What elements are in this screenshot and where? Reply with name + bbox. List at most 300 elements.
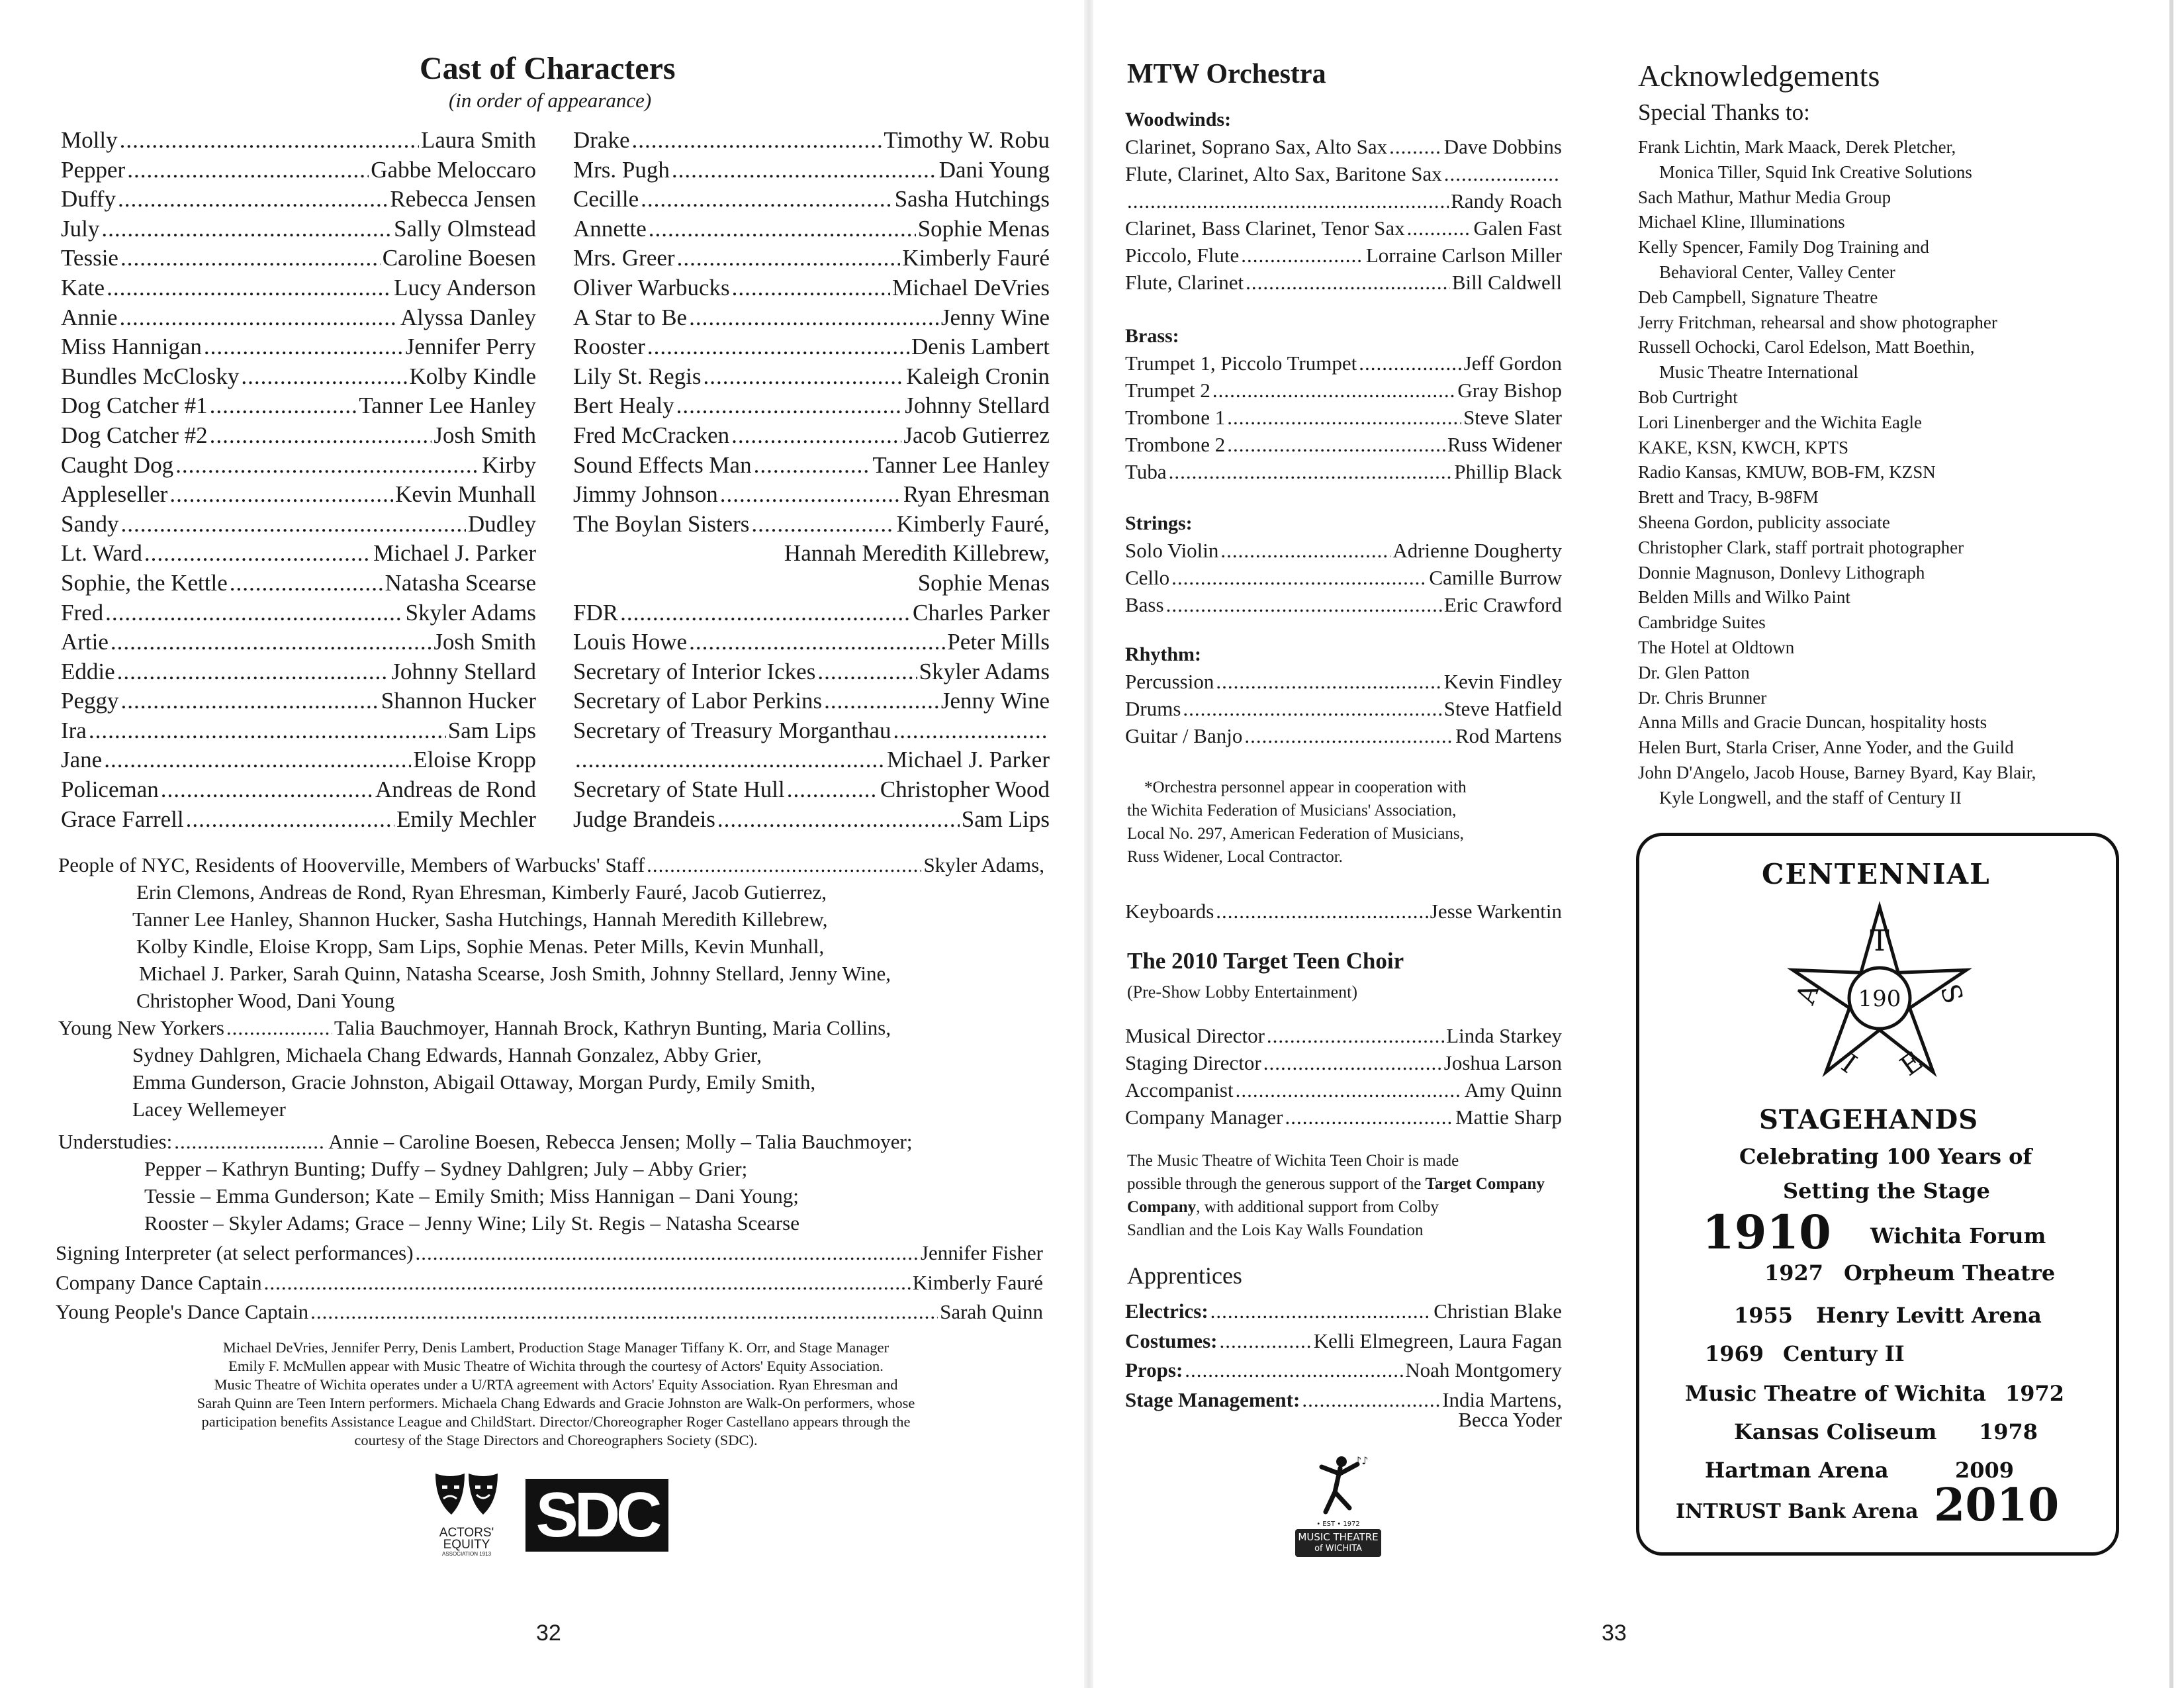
ensemble-row [58, 851, 1044, 878]
performer-name: Christopher Wood [880, 776, 1050, 803]
credit-row [61, 745, 536, 775]
role-name: Grace Farrell [61, 806, 184, 832]
role-name: Eddie [61, 658, 115, 684]
performer-name: Skyler Adams [405, 599, 536, 626]
performer-name: Adrienne Dougherty [1392, 539, 1562, 562]
note-line: Sarah Quinn are Teen Intern performers. Michaela Chang Edwards and Gracie Johnston are Walk-On performers, whose [197, 1395, 915, 1411]
credit-row [1125, 1049, 1562, 1076]
credit-row [61, 156, 536, 185]
role-name: A Star to Be [573, 304, 688, 330]
ack-line: Cambridge Suites [1638, 612, 1766, 633]
credit-row [61, 686, 536, 716]
ack-line: Bob Curtright [1638, 387, 1738, 407]
credit-row [573, 598, 1050, 628]
ensemble-line: Michael J. Parker, Sarah Quinn, Natasha Scearse, Josh Smith, Johnny Stellard, Jenny Wine, [139, 962, 891, 985]
performer-name: Sam Lips [447, 717, 536, 743]
performer-name: Kimberly Fauré, [896, 510, 1050, 537]
credit-row [573, 805, 1050, 835]
role-name: Props: [1125, 1358, 1183, 1382]
choir-note: The Music Theatre of Wichita Teen Choir is made possible through the generous support of the Target Company Company, with additional support from Colby Sandlian and the Lois Kay Walls Foundation [1127, 1149, 1570, 1242]
role-name: Solo Violin [1125, 539, 1219, 562]
role-name: Company Manager [1125, 1105, 1283, 1129]
leader-dots [107, 273, 392, 303]
ensemble-block [58, 851, 1044, 1237]
role-name: Company Dance Captain [56, 1270, 262, 1294]
performer-name: Skyler Adams [919, 658, 1050, 684]
ensemble-label: People of NYC, Residents of Hooverville, Members of Warbucks' Staff [58, 853, 645, 876]
role-name: Kate [61, 274, 105, 301]
role-name: Rooster [573, 334, 645, 360]
role-name: Percussion [1125, 670, 1214, 693]
leader-dots [105, 598, 403, 628]
role-name: Lily St. Regis [573, 363, 702, 389]
credit-row [1125, 1297, 1562, 1327]
centennial-title: CENTENNIAL [1762, 858, 1991, 890]
leader-dots [144, 539, 371, 569]
performer-name: Laura Smith [421, 127, 536, 153]
leader-dots [1444, 160, 1560, 187]
credit-row [61, 775, 536, 805]
understudy-line: Pepper – Kathryn Bunting; Duffy – Sydney Dahlgren; July – Abby Grier; [144, 1157, 748, 1180]
apprentices-list [1125, 1297, 1562, 1415]
performer-name: Dani Young [938, 156, 1050, 183]
boylan-cont-1: Hannah Meredith Killebrew, [784, 540, 1050, 567]
ensemble-first: Skyler Adams, [923, 853, 1044, 876]
leader-dots [1389, 133, 1442, 160]
performer-name: Christian Blake [1433, 1299, 1562, 1323]
leader-dots [1212, 377, 1456, 404]
credit-row [573, 716, 1050, 746]
performer-name: Kimberly Fauré [912, 1270, 1043, 1294]
credit-row [61, 273, 536, 303]
rhythm-label: Rhythm: [1125, 643, 1202, 665]
performer-name: Rod Martens [1455, 724, 1562, 747]
leader-dots [787, 775, 878, 805]
credit-row [61, 362, 536, 392]
credit-row [61, 126, 536, 156]
performer-name: Phillip Black [1454, 460, 1562, 483]
equity-notes [79, 1338, 1032, 1450]
ack-line: Russell Ochocki, Carol Edelson, Matt Boethin, [1638, 337, 1975, 357]
leader-dots [1285, 1103, 1453, 1131]
mtw-year: 1972 [1343, 1521, 1360, 1528]
performer-name: Natasha Scearse [385, 569, 536, 596]
ack-line: Jerry Fritchman, rehearsal and show photographer [1638, 312, 1997, 332]
credit-row [61, 244, 536, 273]
leader-dots [824, 686, 939, 716]
role-name: Costumes: [1125, 1329, 1218, 1352]
leader-dots [1227, 431, 1445, 458]
credit-row [61, 332, 536, 362]
performer-name: Charles Parker [912, 599, 1050, 626]
performer-name: Dudley [467, 510, 536, 537]
credit-row [1125, 458, 1562, 485]
performer-name: Amy Quinn [1464, 1078, 1562, 1102]
performer-name: Eloise Kropp [413, 747, 536, 773]
ack-subtitle: Special Thanks to: [1638, 99, 1810, 125]
emblem-letter-e: E [1895, 1046, 1929, 1082]
keyboards-row-wrap [1125, 898, 1562, 925]
role-name: Electrics: [1125, 1299, 1208, 1323]
role-name: Dog Catcher #1 [61, 393, 208, 419]
year-1978: 1978 [1979, 1419, 2038, 1444]
leader-dots [689, 303, 939, 333]
performer-name: Sam Lips [961, 806, 1050, 832]
leader-dots [632, 126, 882, 156]
mtw-logo [1289, 1451, 1388, 1557]
credit-row [573, 421, 1050, 451]
role-name: Peggy [61, 688, 119, 714]
woodwinds-label: Woodwinds: [1125, 109, 1232, 130]
ack-line: Deb Campbell, Signature Theatre [1638, 287, 1878, 307]
performer-name: Josh Smith [433, 422, 536, 448]
role-name: Tuba [1125, 460, 1167, 483]
equity-text-3: ASSOCIATION 1913 [441, 1551, 492, 1557]
credit-row [1125, 1076, 1562, 1103]
role-name: Fred [61, 599, 104, 626]
leader-dots [1216, 668, 1441, 695]
leader-dots [1236, 1076, 1463, 1103]
role-name: Clarinet, Soprano Sax, Alto Sax [1125, 135, 1388, 158]
credit-row [61, 716, 536, 746]
credit-row [1125, 591, 1562, 618]
role-name: Trumpet 2 [1125, 379, 1210, 402]
ack-line: Helen Burt, Starla Criser, Anne Yoder, and the Guild [1638, 737, 2014, 758]
credit-row [1125, 214, 1562, 242]
role-name: Jane [61, 747, 103, 773]
leader-dots [1227, 404, 1461, 431]
role-name: Flute, Clarinet, Alto Sax, Baritone Sax [1125, 162, 1442, 185]
cast-list-right [573, 126, 1050, 834]
leader-dots [732, 273, 890, 303]
year-2009: 2009 [1955, 1458, 2015, 1483]
performer-name: Emily Mechler [396, 806, 536, 832]
credit-row [1125, 722, 1562, 749]
venue-1955: Henry Levitt Arena [1816, 1303, 2042, 1328]
role-name: Annette [573, 215, 647, 242]
ack-line: Donnie Magnuson, Donlevy Lithograph [1638, 562, 1925, 583]
role-name: Artie [61, 629, 109, 655]
leader-dots [118, 185, 388, 214]
credit-row [61, 628, 536, 657]
mtw-est: • EST • [1316, 1521, 1342, 1528]
performer-name: Jenny Wine [940, 688, 1050, 714]
performer-name: Jenny Wine [940, 304, 1050, 330]
ack-line: Brett and Tracy, B-98FM [1638, 487, 1819, 508]
leader-dots [751, 510, 894, 539]
role-name: Trombone 1 [1125, 406, 1226, 429]
role-name: Trombone 2 [1125, 433, 1226, 456]
ack-line: Dr. Chris Brunner [1638, 687, 1767, 708]
choir-note-line: The Music Theatre of Wichita Teen Choir is made [1127, 1152, 1459, 1170]
woodwinds-cont-row [1125, 187, 1562, 214]
performer-name: India Martens, [1442, 1387, 1562, 1411]
performer-name: Eric Crawford [1443, 593, 1562, 616]
role-name: The Boylan Sisters [573, 510, 750, 537]
leader-dots [1183, 695, 1441, 722]
leader-dots [121, 510, 466, 539]
ack-line: Sach Mathur, Mathur Media Group [1638, 187, 1891, 207]
leader-dots [120, 126, 419, 156]
venue-1910: Wichita Forum [1870, 1223, 2046, 1248]
iatse-emblem-icon [1780, 898, 1979, 1096]
ack-line: The Hotel at Oldtown [1638, 637, 1795, 657]
leader-dots [1220, 1327, 1312, 1354]
leader-dots [1220, 537, 1390, 564]
performer-name: Alyssa Danley [400, 304, 536, 330]
credit-row [573, 391, 1050, 421]
performer-name: Kolby Kindle [409, 363, 536, 389]
year-1955: 1955 [1734, 1303, 1794, 1328]
credit-row [573, 126, 1050, 156]
morganthau-actor-row [573, 745, 1050, 775]
leader-dots [1171, 564, 1427, 591]
leader-dots [117, 657, 390, 687]
cast-title: Cast of Characters [420, 51, 676, 86]
emblem-letter-s: S [1933, 980, 1969, 1008]
celebrating-text: Celebrating 100 Years of [1739, 1144, 2032, 1169]
orch-note-line: Local No. 297, American Federation of Musicians, [1127, 825, 1464, 843]
role-name: Duffy [61, 186, 116, 212]
leader-dots [1210, 1297, 1432, 1325]
credit-row [1125, 350, 1562, 377]
stagehands-text: STAGEHANDS [1759, 1104, 1979, 1135]
performer-name: Michael J. Parker [373, 540, 536, 567]
performer-name: Steve Hatfield [1443, 697, 1562, 720]
leader-dots [677, 244, 901, 273]
role-name: Dog Catcher #2 [61, 422, 208, 448]
ensemble-line: Erin Clemons, Andreas de Rond, Ryan Ehresman, Kimberly Fauré, Jacob Gutierrez, [136, 880, 827, 904]
performer-name: Lucy Anderson [394, 274, 536, 301]
ack-line: Christopher Clark, staff portrait photographer [1638, 537, 1964, 557]
performer-name: Sophie Menas [917, 215, 1050, 242]
role-name: Caught Dog [61, 451, 174, 478]
role-name: Musical Director [1125, 1024, 1265, 1047]
understudy-line: Tessie – Emma Gunderson; Kate – Emily Smith; Miss Hannigan – Dani Young; [144, 1184, 799, 1207]
role-name: Secretary of State Hull [573, 776, 785, 803]
performer-name: Kelli Elmegreen, Laura Fagan [1313, 1329, 1562, 1352]
role-name: Secretary of Treasury Morganthau [573, 717, 891, 743]
credit-row [573, 332, 1050, 362]
venue-1978: Kansas Coliseum [1734, 1419, 1937, 1444]
credit-row [573, 510, 1050, 539]
role-name: Young People's Dance Captain [56, 1300, 309, 1324]
role-name: Piccolo, Flute [1125, 244, 1240, 267]
performer-name: Gray Bishop [1457, 379, 1562, 402]
keyboards-role: Keyboards [1125, 900, 1214, 923]
performer-name: Kimberly Fauré [902, 245, 1050, 271]
year-1969: 1969 [1705, 1341, 1764, 1366]
leader-dots [1359, 350, 1461, 377]
role-name: Jimmy Johnson [573, 481, 718, 508]
ack-line: Behavioral Center, Valley Center [1659, 261, 1895, 282]
leader-dots [1263, 1049, 1442, 1076]
cast-subtitle: (in order of appearance) [449, 89, 652, 112]
leader-dots [186, 805, 395, 835]
performer-name: Sally Olmstead [394, 215, 536, 242]
performer-name: Jennifer Perry [405, 334, 536, 360]
choir-title: The 2010 Target Teen Choir [1127, 948, 1404, 974]
leader-dots [1166, 591, 1442, 618]
apprentices-cont: Becca Yoder [1458, 1408, 1562, 1431]
venue-1972: Music Theatre of Wichita [1685, 1381, 1986, 1406]
leader-dots [704, 362, 905, 392]
credit-row [61, 569, 536, 598]
left-page [0, 0, 1089, 1688]
role-name: Mrs. Pugh [573, 156, 670, 183]
ack-line: Monica Tiller, Squid Ink Creative Solutions [1659, 162, 1972, 182]
performer-name: Dave Dobbins [1443, 135, 1562, 158]
venue-1927: Orpheum Theatre [1844, 1260, 2056, 1286]
leader-dots [310, 1298, 938, 1325]
mtw-city: of WICHITA [1314, 1544, 1362, 1554]
credit-row [1125, 431, 1562, 458]
credit-row [61, 480, 536, 510]
ack-list [1638, 135, 2167, 811]
emblem-letter-t: T [1870, 924, 1889, 958]
ack-line: Michael Kline, Illuminations [1638, 212, 1845, 232]
choir-note-line: , with additional support from Colby [1196, 1198, 1439, 1216]
performer-name: Caroline Boesen [382, 245, 536, 271]
venue-2009: Hartman Arena [1705, 1458, 1889, 1483]
ack-line: Frank Lichtin, Mark Maack, Derek Pletcher, [1638, 137, 1956, 157]
leader-dots [1246, 269, 1450, 296]
performer-name: Joshua Larson [1443, 1051, 1562, 1074]
ensemble-line: Kolby Kindle, Eloise Kropp, Sam Lips, Sophie Menas. Peter Mills, Kevin Munhall, [136, 935, 825, 958]
credit-row [1125, 564, 1562, 591]
performer-name: Johnny Stellard [905, 393, 1050, 419]
performer-name: Peter Mills [947, 629, 1050, 655]
performer-name: Michael DeVries [892, 274, 1050, 301]
role-name: Lt. Ward [61, 540, 142, 567]
role-name: Signing Interpreter (at select performances) [56, 1241, 414, 1264]
role-name: Tessie [61, 245, 118, 271]
role-name: Molly [61, 127, 118, 153]
credit-row [61, 185, 536, 214]
leader-dots [264, 1269, 911, 1296]
page-number-right: 33 [1602, 1620, 1627, 1646]
dancer-icon [1289, 1451, 1388, 1517]
role-name: Secretary of Interior Ickes [573, 658, 816, 684]
year-1927: 1927 [1764, 1260, 1824, 1286]
role-name: Drake [573, 127, 630, 153]
credit-row [1125, 160, 1562, 187]
year-1910: 1910 [1702, 1205, 1831, 1260]
performer-name: Josh Smith [433, 629, 536, 655]
credit-row [1125, 1327, 1562, 1357]
role-name: Ira [61, 717, 87, 743]
leader-dots [672, 156, 937, 185]
ack-line: Music Theatre International [1659, 362, 1858, 383]
role-name: Mrs. Greer [573, 245, 675, 271]
performer-name: Tanner Lee Hanley [359, 393, 536, 419]
apprentices-title: Apprentices [1127, 1262, 1242, 1289]
understudy-row [58, 1128, 1044, 1155]
leader-dots [210, 421, 432, 451]
performer-name: Sarah Quinn [940, 1300, 1043, 1324]
ack-title: Acknowledgements [1638, 59, 1880, 93]
choir-list [1125, 1022, 1562, 1131]
credit-row [61, 510, 536, 539]
year-2010: 2010 [1934, 1479, 2060, 1532]
leader-dots [101, 214, 392, 244]
credit-row [573, 214, 1050, 244]
ack-line: Sheena Gordon, publicity associate [1638, 512, 1890, 532]
credit-row [61, 214, 536, 244]
performer-name: Galen Fast [1473, 216, 1562, 240]
leader-dots [210, 391, 357, 421]
performer-name: Steve Slater [1463, 406, 1562, 429]
young-row [58, 1014, 1044, 1041]
credit-row [61, 451, 536, 481]
credit-row [1125, 269, 1562, 296]
morganthau-actor: Michael J. Parker [887, 747, 1050, 773]
leader-dots [120, 244, 381, 273]
credit-row [61, 303, 536, 333]
young-line: Sydney Dahlgren, Michaela Chang Edwards, Hannah Gonzalez, Abby Grier, [132, 1043, 762, 1066]
leader-dots [817, 657, 917, 687]
theatre-masks-icon [432, 1471, 502, 1524]
orchestra-title: MTW Orchestra [1127, 59, 1326, 89]
performer-name: Kevin Munhall [395, 481, 536, 508]
ack-line: Radio Kansas, KMUW, BOB-FM, KZSN [1638, 462, 1936, 483]
leader-dots [754, 451, 871, 481]
role-name: Accompanist [1125, 1078, 1234, 1102]
credit-row [61, 805, 536, 835]
credit-row [61, 657, 536, 687]
credit-row [573, 775, 1050, 805]
note-line: Emily F. McMullen appear with Music Theatre of Wichita through the courtesy of Actors' Equity Association. [228, 1358, 884, 1374]
strings-label: Strings: [1125, 512, 1193, 534]
leader-dots [1244, 722, 1453, 749]
young-line: Lacey Wellemeyer [132, 1098, 286, 1121]
ack-line: Lori Linenberger and the Wichita Eagle [1638, 412, 1922, 432]
role-name: Pepper [61, 156, 126, 183]
leader-dots [731, 421, 901, 451]
year-1972: 1972 [2005, 1381, 2065, 1406]
leader-dots [717, 805, 960, 835]
role-name: Cecille [573, 186, 639, 212]
svg-text:♪♪: ♪♪ [1355, 1454, 1369, 1467]
young-line: Emma Gunderson, Gracie Johnston, Abigail Ottaway, Morgan Purdy, Emily Smith, [132, 1070, 816, 1094]
brass-label: Brass: [1125, 325, 1179, 347]
credit-row [573, 628, 1050, 657]
choir-note-line: Sandlian and the Lois Kay Walls Foundation [1127, 1221, 1424, 1239]
leader-dots [1267, 1022, 1444, 1049]
ack-line: KAKE, KSN, KWCH, KPTS [1638, 437, 1849, 457]
target-name: Target Company [1425, 1175, 1545, 1193]
performer-name: Bill Caldwell [1451, 271, 1562, 294]
credit-row [573, 303, 1050, 333]
equity-text-2: EQUITY [443, 1538, 490, 1552]
credit-row [573, 362, 1050, 392]
role-name: Appleseller [61, 481, 168, 508]
performer-name: Andreas de Rond [375, 776, 536, 803]
leader-dots [161, 775, 373, 805]
performer-name: Denis Lambert [911, 334, 1050, 360]
performer-name: Timothy W. Robu [884, 127, 1050, 153]
leader-dots [175, 451, 480, 481]
performer-name: Sasha Hutchings [894, 186, 1050, 212]
leader-dots [620, 598, 911, 628]
credit-row [56, 1239, 1043, 1269]
orchestra-list [1125, 106, 1562, 749]
performer-name: Gabbe Meloccaro [371, 156, 536, 183]
credit-row [573, 686, 1050, 716]
leader-dots [120, 303, 398, 333]
leader-dots [111, 628, 432, 657]
performer-name: Jacob Gutierrez [903, 422, 1050, 448]
